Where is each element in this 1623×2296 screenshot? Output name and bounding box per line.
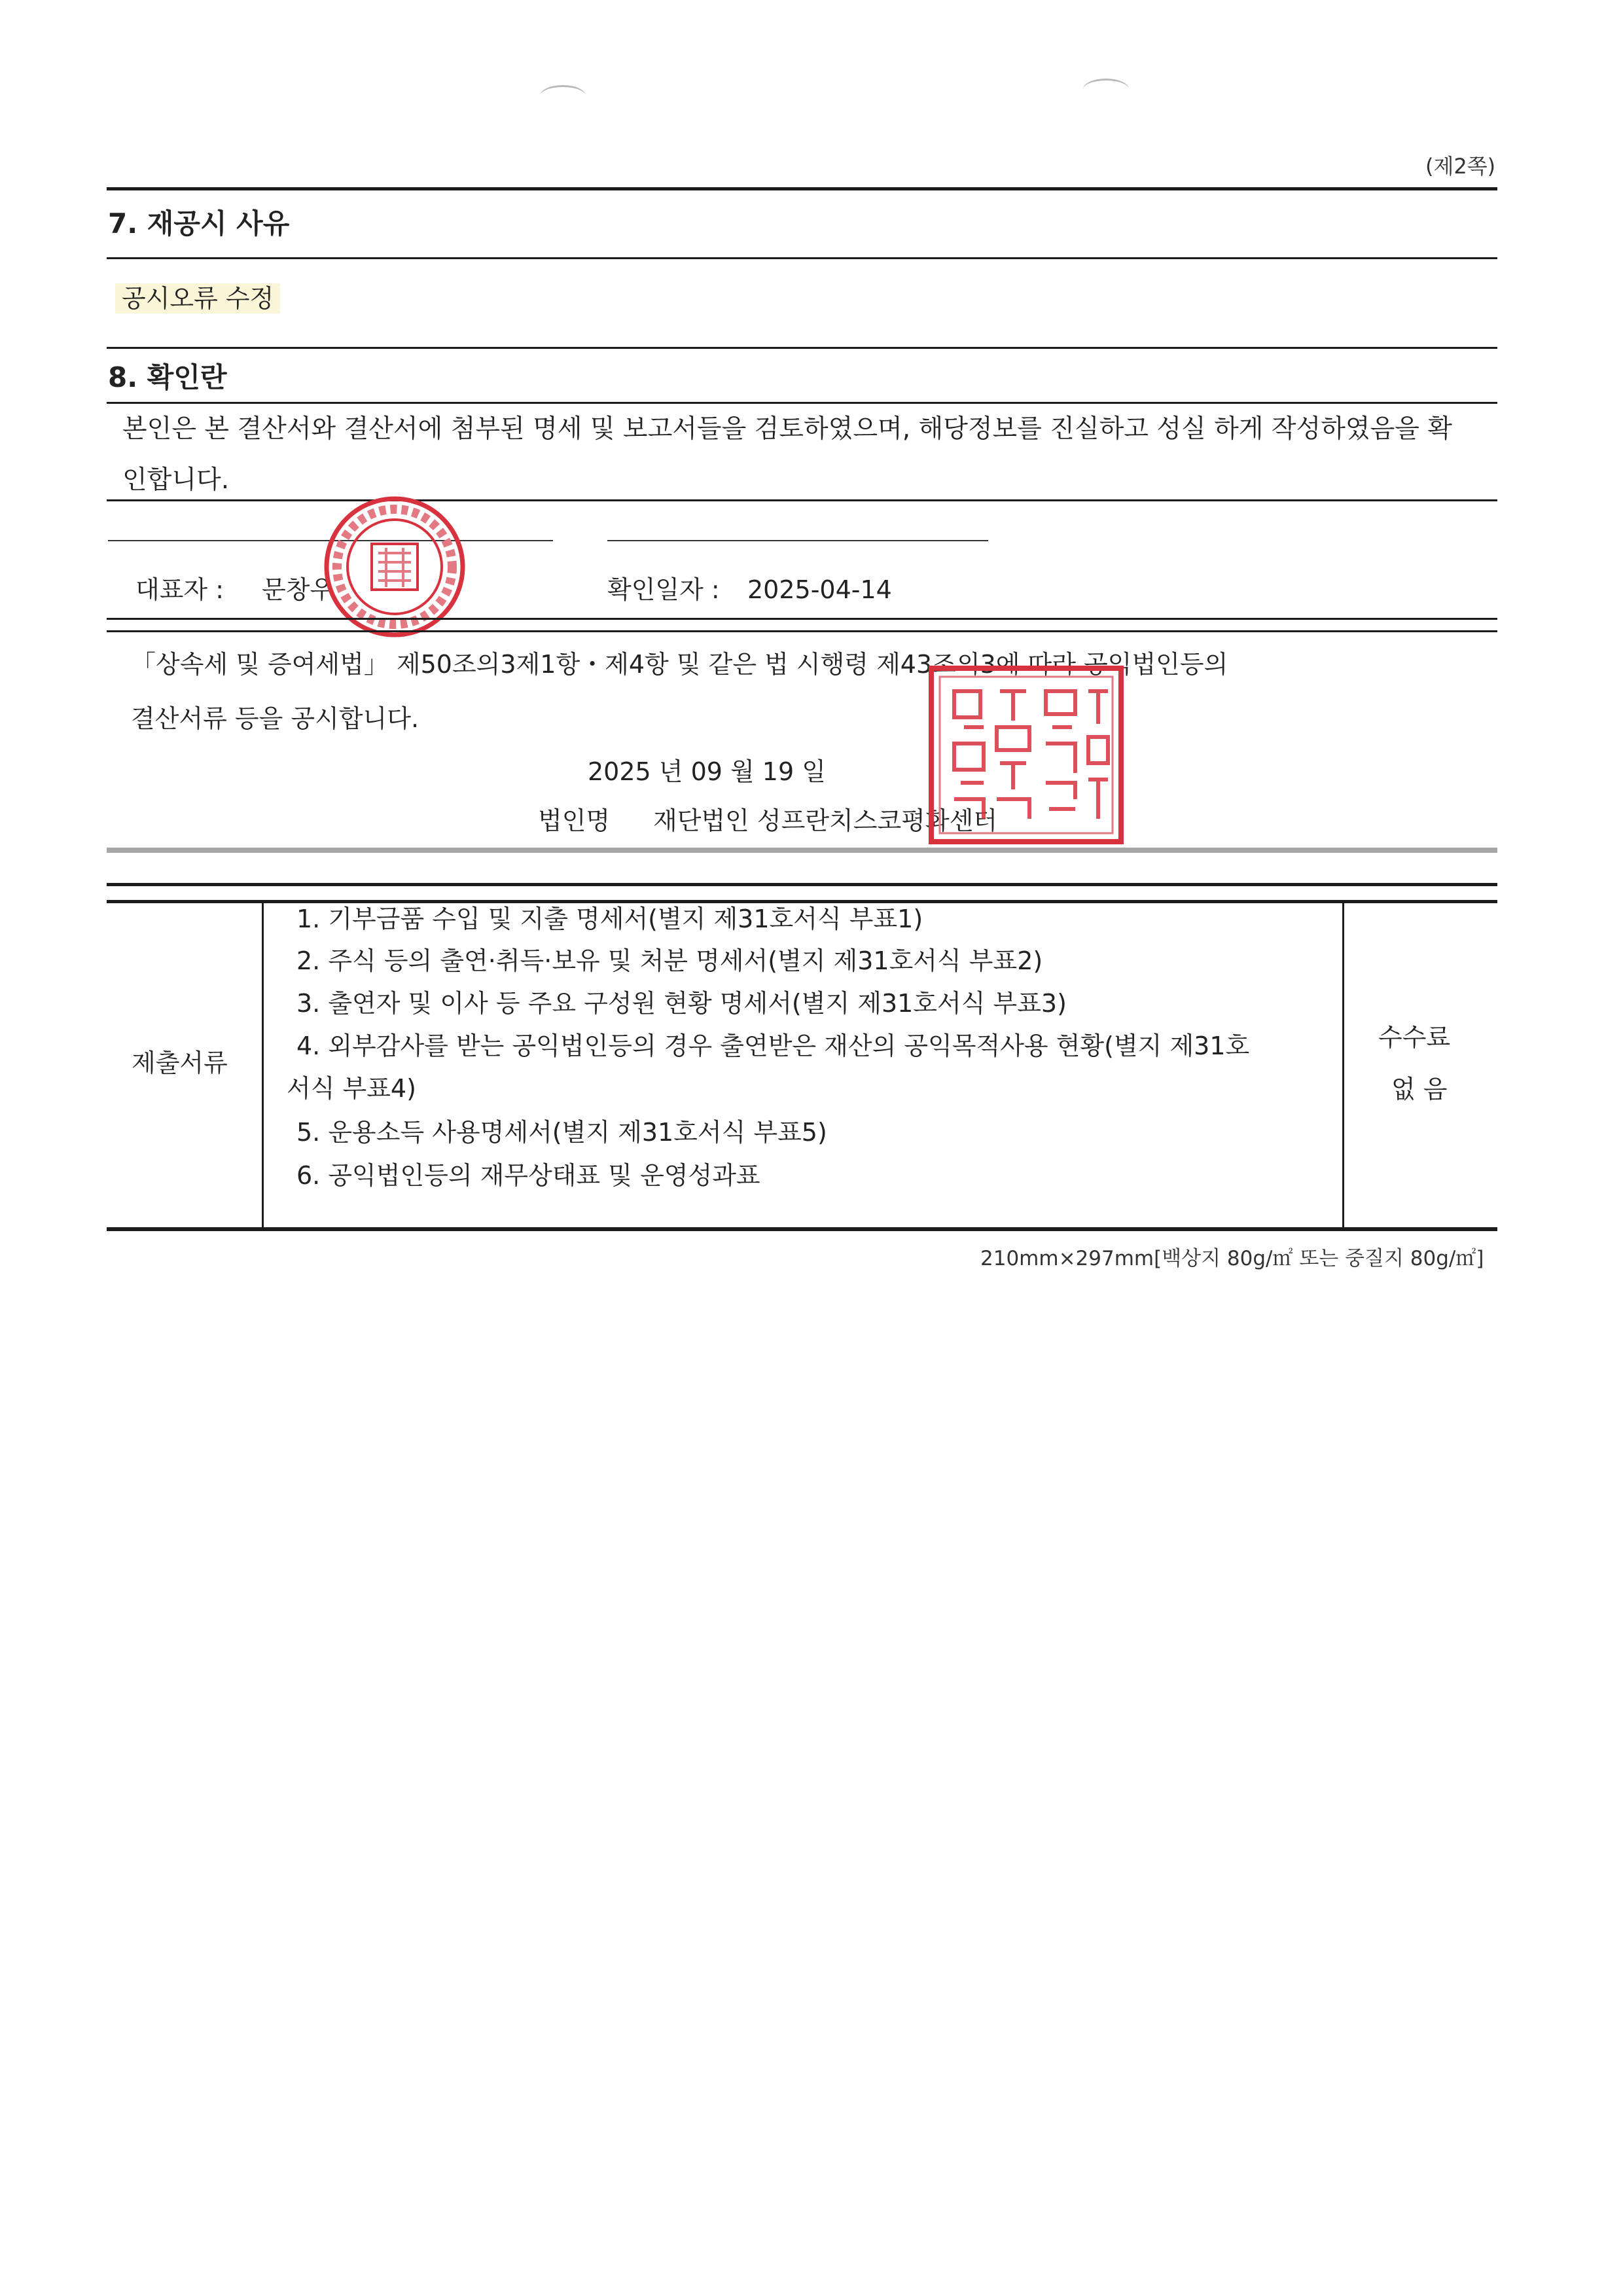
confirm-date-label: 확인일자 :: [607, 575, 720, 604]
rule-top: [107, 187, 1497, 190]
section8-title: 8. 확인란: [108, 361, 227, 393]
page-label: (제2쪽): [1425, 154, 1496, 179]
signature-line-date: [607, 540, 988, 541]
statement-line2: 인합니다.: [122, 465, 230, 495]
section7-title: 7. 재공시 사유: [108, 207, 290, 240]
table-rule-bottom: [107, 1227, 1497, 1231]
fee-value: 없 음: [1391, 1075, 1448, 1103]
submission-table: [107, 900, 1497, 1230]
representative-label: 대표자 :: [135, 575, 224, 604]
document-item-6: 6. 공익법인등의 재무상태표 및 운영성과표: [296, 1161, 760, 1190]
rule-section7-end: [107, 347, 1497, 349]
document-item-1: 1. 기부금품 수입 및 지출 명세서(별지 제31호서식 부표1): [296, 905, 923, 933]
notice-line2: 결산서류 등을 공시합니다.: [131, 704, 419, 733]
rule-section7: [107, 257, 1497, 259]
rule-confirm-2: [107, 630, 1497, 632]
document-item-2: 2. 주식 등의 출연·취득·보유 및 처분 명세서(별지 제31호서식 부표2): [296, 946, 1043, 975]
punch-hole-mark-right: [1083, 79, 1129, 100]
rule-table-top-1: [107, 883, 1497, 886]
statement-line1: 본인은 본 결산서와 결산서에 첨부된 명세 및 보고서들을 검토하였으며, 해당정보를 진실하고 성실 하게 작성하였음을 확: [122, 414, 1452, 444]
document-item-4: 4. 외부감사를 받는 공익법인등의 경우 출연받은 재산의 공익목적사용 현황(별지 제31호: [296, 1031, 1250, 1060]
rule-section8: [107, 402, 1497, 404]
notice-line1: 「상속세 및 증여세법」 제50조의3제1항・제4항 및 같은 법 시행령 제43조의3에 따라 공익법인등의: [131, 650, 1228, 679]
submission-label: 제출서류: [132, 1049, 228, 1077]
table-divider-left: [262, 900, 264, 1229]
corp-name: 재단법인 성프란치스코평화센터: [653, 806, 997, 835]
notice-date: 2025 년 09 월 19 일: [588, 757, 826, 786]
rule-confirm-1: [107, 618, 1497, 620]
rule-statement: [107, 499, 1497, 501]
fee-label: 수수료: [1378, 1023, 1451, 1052]
document-item-4-continued: 서식 부표4): [287, 1074, 416, 1103]
square-seal-stamp: [928, 665, 1124, 845]
reissue-reason: 공시오류 수정: [115, 283, 280, 314]
table-divider-right: [1342, 900, 1344, 1229]
table-rule-top: [107, 900, 1497, 903]
document-item-3: 3. 출연자 및 이사 등 주요 구성원 현황 명세서(별지 제31호서식 부표3): [296, 989, 1067, 1018]
punch-hole-mark-left: [540, 85, 586, 107]
corp-name-label: 법인명: [538, 806, 611, 835]
representative-name: 문창우: [262, 575, 334, 604]
confirm-date: 2025-04-14: [747, 575, 892, 604]
document-item-5: 5. 운용소득 사용명세서(별지 제31호서식 부표5): [296, 1118, 827, 1147]
separator-band: [107, 848, 1497, 853]
paper-size-note: 210mm×297mm[백상지 80g/㎡ 또는 중질지 80g/㎡]: [980, 1247, 1484, 1270]
